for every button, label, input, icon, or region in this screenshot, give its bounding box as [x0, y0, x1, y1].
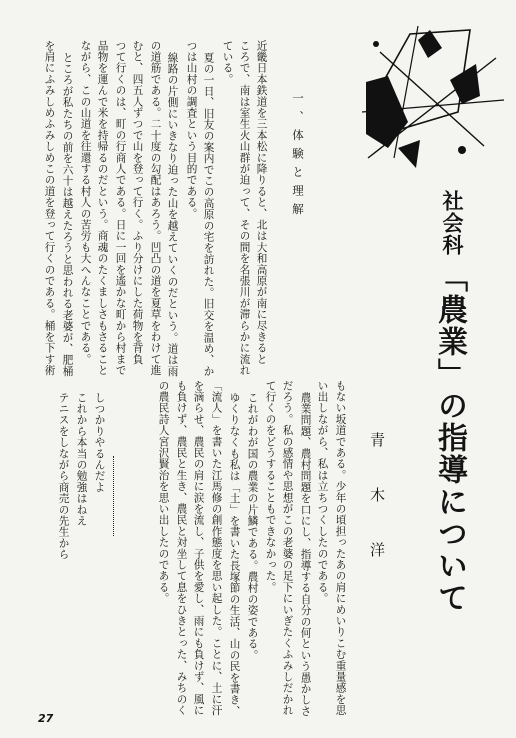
body-line: を肩にふみしめふみしめこの道を登って行くのである。桶を下す術	[43, 40, 56, 376]
body-line: ところが私たちの前を六十は越えたろうと思われる老婆が、肥桶	[61, 52, 74, 377]
author-name: 青木洋	[368, 432, 386, 597]
body-line: ながら、この山道を往還する村人の苦労も大へんなことである。	[79, 40, 92, 365]
body-line: ころで、南は室生火山群が迫って、その間を名張川が滞らかに流れ	[238, 40, 251, 376]
body-line: つて行くのは、町の行商人である。日に一回を遙かな町から村まで	[114, 40, 127, 376]
body-line: 農業問題、農村問題を口にし、指導する自分の何という愚かしさ	[299, 392, 312, 717]
body-line: 「流人」を書いた江馬修の創作態度を思い起した。ことに、土に汗	[210, 380, 223, 716]
farm-emblem-icon	[358, 18, 508, 178]
body-line: これがわが国の農業の片鱗である。農村の姿である。	[246, 392, 259, 661]
body-line: もない坂道である。少年の頃担ったあの肩にめいりこむ重量感を思	[334, 380, 347, 716]
body-line: を滴らせ、農民の肩に涙を流し、子供を愛し、雨にも負けず、風に	[192, 380, 205, 716]
body-line: い出しながら、私は立ちつくしたのである。	[316, 380, 329, 604]
poem-line: しつかりやるんだよ	[93, 392, 106, 493]
body-line: つは山村の調査という目的である。	[185, 40, 198, 220]
body-line: も負けず、農民と生き、農民と対坐して息をひきとった、みちのく	[175, 380, 188, 716]
body-line: むと、四五人ずつで山を登って行く。ふり分けにした荷物を背負	[131, 40, 144, 365]
page-number: 27	[38, 712, 54, 725]
body-line: の農民詩人宮沢賢治を思い出したのである。	[157, 380, 170, 604]
section-heading: 一、体験と理解	[291, 92, 305, 222]
body-line: の道筋である。二十度の勾配はあろう。凹凸の道を夏草をわけて進	[149, 40, 162, 376]
body-line: て行くのをどうすることもできなかった。	[264, 380, 277, 593]
body-line: ゆくりなくも私は「土」を書いた長塚節の生活、山の民を書き、	[228, 392, 241, 717]
article-title: 「農業」の指導について	[432, 262, 467, 614]
title-subject: 社会科	[440, 190, 464, 256]
body-line: 品物を運んで米を持帰るのだという。商魂のたくましさもさること	[96, 40, 109, 376]
body-line: だろう。私の感情や思想がこの老婆の足下にいぎたくふみしだかれ	[281, 380, 294, 716]
poem-line: テニスをしながら商売の先生から	[57, 392, 70, 560]
dotted-separator	[113, 456, 115, 536]
poem-line: これから本当の勉強はねえ	[75, 392, 88, 527]
body-line: 近畿日本鉄道を三本松に降りると、北は大和高原が南に尽きると	[255, 40, 268, 365]
body-line: 夏の一日、旧友の案内でこの高原の宅を訪れた。旧交を温め、か	[202, 52, 215, 377]
body-line: ている。	[221, 40, 234, 85]
body-line: 線路の片側にいきなり迫った山を越えていくのだという。道は雨	[166, 52, 179, 377]
